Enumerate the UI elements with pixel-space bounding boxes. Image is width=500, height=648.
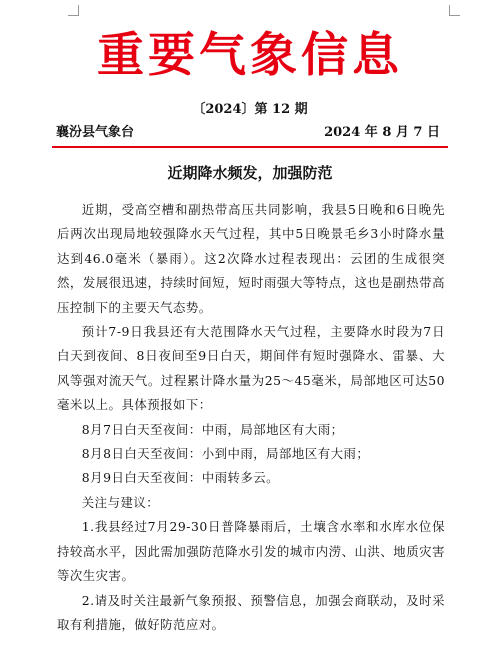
masthead-title: 重要气象信息 xyxy=(97,28,403,83)
article-headline: 近期降水频发，加强防范 xyxy=(167,164,333,182)
article-body xyxy=(57,198,445,637)
forecast-day-3: 8月9日白天至夜间：中雨转多云。 xyxy=(81,470,280,486)
page-corner-mark-right xyxy=(449,5,460,16)
body-paragraph: 近期，受高空槽和副热带高压共同影响，我县5日晚和6日晚先后两次出现局地较强降水天气过程，其中5日晚景毛乡3小时降水量达到46.0毫米（暴雨）。这2次降水过程表现出：云团的生成很突然，发展很迅速，持续时间短，短时雨强大等特点，这也是副热带高压控制下的主要天气态势。 xyxy=(57,202,445,315)
advice-item-1: 1.我县经过7月29-30日普降暴雨后，土壤含水率和水库水位保持较高水平，因此需加强防范降水引发的城市内涝、山洪、地质灾害等次生灾害。 xyxy=(57,519,445,584)
advice-item-2: 2.请及时关注最新气象预报、预警信息，加强会商联动，及时采取有利措施，做好防范应对。 xyxy=(57,592,445,632)
meta-line xyxy=(56,124,440,142)
forecast-day-2: 8月8日白天至夜间：小到中雨，局部地区有大雨； xyxy=(81,446,370,462)
red-divider xyxy=(52,146,448,148)
publish-date: 2024 年 8 月 7 日 xyxy=(324,125,440,140)
issue-number: 〔2024〕第 12 期 xyxy=(192,102,308,117)
page-corner-mark-left xyxy=(68,5,79,16)
publisher: 襄汾县气象台 xyxy=(56,125,135,140)
advice-heading: 关注与建议： xyxy=(81,494,160,510)
forecast-day-1: 8月7日白天至夜间：中雨，局部地区有大雨； xyxy=(81,421,344,437)
body-paragraph: 预计7-9日我县还有大范围降水天气过程，主要降水时段为7日白天到夜间、8日夜间至9日白天，期间伴有短时强降水、雷暴、大风等强对流天气。过程累计降水量为25～45毫米，局部地区可达50毫米以上。具体预报如下： xyxy=(57,324,445,413)
